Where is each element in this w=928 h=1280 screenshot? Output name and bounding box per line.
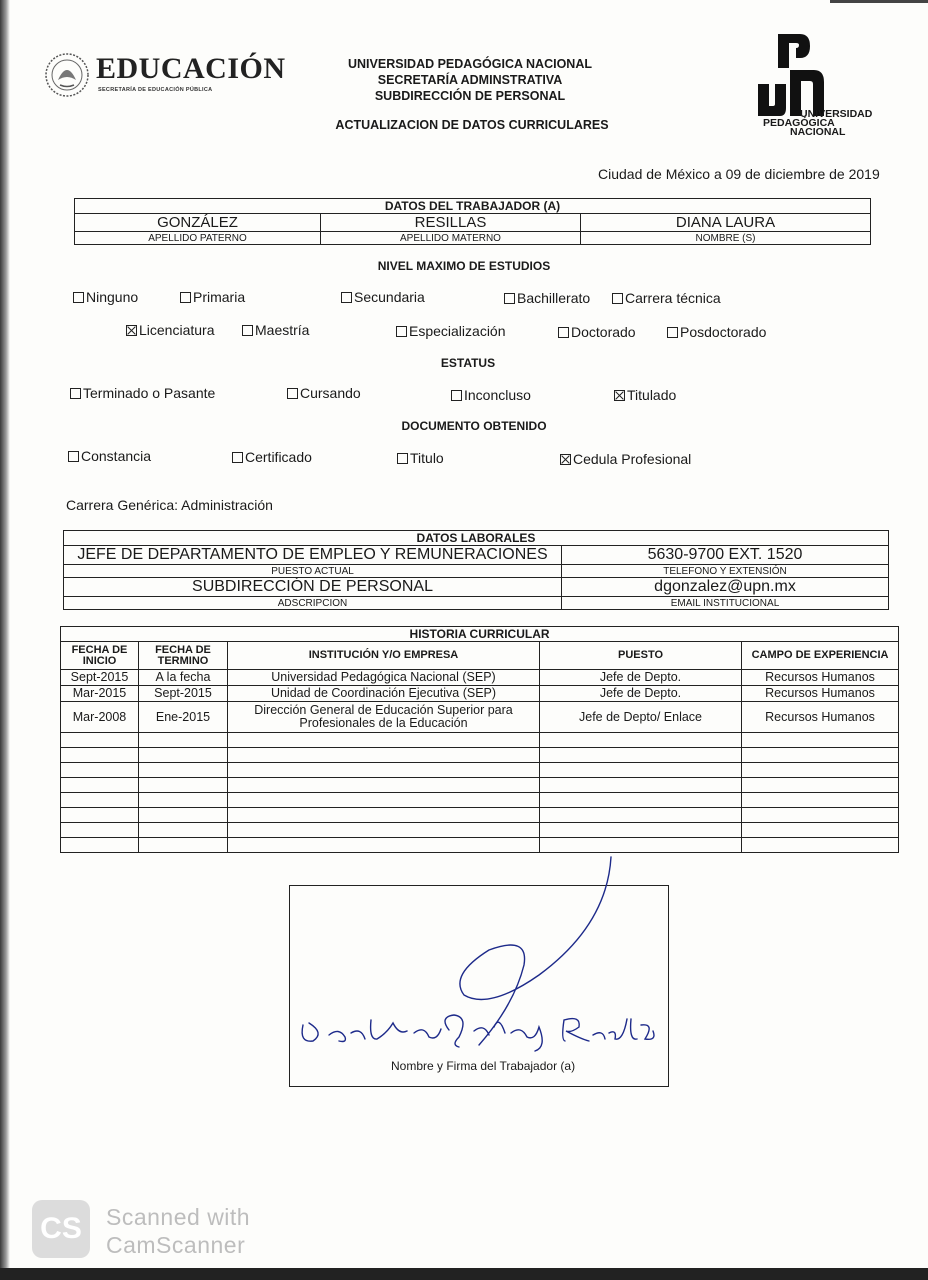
telefono-label: TELEFONO Y EXTENSIÓN	[562, 565, 889, 578]
labor-data-title: DATOS LABORALES	[64, 531, 889, 546]
option-primaria[interactable]	[180, 289, 245, 305]
table-cell: Ene-2015	[139, 702, 228, 733]
adscripcion-value: SUBDIRECCIÓN DE PERSONAL	[64, 578, 562, 597]
checkbox-icon	[242, 325, 253, 336]
apellido-materno-label: APELLIDO MATERNO	[321, 232, 581, 245]
option-label: Cedula Profesional	[573, 451, 692, 467]
form-title: ACTUALIZACION DE DATOS CURRICULARES	[335, 118, 609, 132]
option-label: Posdoctorado	[680, 324, 767, 340]
worker-data-title: DATOS DEL TRABAJADOR (A)	[75, 199, 871, 214]
empty-row	[61, 733, 899, 748]
nombre-label: NOMBRE (S)	[581, 232, 871, 245]
table-cell: Sept-2015	[139, 686, 228, 702]
option-label: Especialización	[409, 323, 506, 339]
checkbox-icon	[612, 293, 623, 304]
option-titulo[interactable]	[397, 450, 444, 466]
option-label: Constancia	[81, 448, 152, 464]
option-bachillerato[interactable]	[504, 290, 590, 306]
checkbox-icon	[68, 451, 79, 462]
telefono-value: 5630-9700 EXT. 1520	[562, 546, 889, 565]
checkbox-icon	[341, 292, 352, 303]
checked-box-icon	[614, 390, 625, 401]
email-value: dgonzalez@upn.mx	[562, 578, 889, 597]
header-university: UNIVERSIDAD PEDAGÓGICA NACIONAL	[348, 57, 592, 71]
table-cell: Recursos Humanos	[742, 686, 899, 702]
checkbox-icon	[504, 293, 515, 304]
option-label: Secundaria	[354, 289, 425, 305]
upn-logo-line2: PEDAGÓGICA	[763, 117, 835, 129]
column-header: CAMPO DE EXPERIENCIA	[742, 642, 899, 670]
column-header: FECHA DE TERMINO	[139, 642, 228, 670]
puesto-value: JEFE DE DEPARTAMENTO DE EMPLEO Y REMUNERACIONES	[64, 546, 562, 565]
camscanner-watermark	[106, 1203, 250, 1259]
signature-caption: Nombre y Firma del Trabajador (a)	[391, 1059, 576, 1073]
option-certificado[interactable]	[232, 449, 312, 465]
option-label: Inconcluso	[464, 387, 531, 403]
column-header: FECHA DE INICIO	[61, 642, 139, 670]
history-title: HISTORIA CURRICULAR	[61, 627, 899, 642]
education-logo-subtitle: SECRETARÍA DE EDUCACIÓN PÚBLICA	[98, 87, 213, 93]
checkbox-icon	[396, 326, 407, 337]
upn-logo-line3: NACIONAL	[790, 126, 846, 138]
table-cell: Recursos Humanos	[742, 702, 899, 733]
empty-row	[61, 778, 899, 793]
option-label: Carrera técnica	[625, 290, 721, 306]
history-table	[60, 626, 899, 853]
header-subdireccion: SUBDIRECCIÓN DE PERSONAL	[374, 89, 566, 103]
table-cell: Dirección General de Educación Superior para Profesionales de la Educación	[228, 702, 540, 733]
option-cursando[interactable]	[287, 385, 361, 401]
option-label: Cursando	[300, 385, 361, 401]
empty-row	[61, 763, 899, 778]
option-label: Titulo	[410, 450, 444, 466]
status-title: ESTATUS	[440, 356, 496, 370]
table-cell: Mar-2008	[61, 702, 139, 733]
checked-box-icon	[126, 325, 137, 336]
option-label: Primaria	[193, 289, 246, 305]
puesto-label: PUESTO ACTUAL	[64, 565, 562, 578]
table-row	[61, 686, 899, 702]
option-titulado[interactable]	[614, 387, 676, 403]
column-header: PUESTO	[540, 642, 742, 670]
worker-data-table	[74, 198, 871, 245]
table-cell: Universidad Pedagógica Nacional (SEP)	[228, 670, 540, 686]
scan-left-edge	[0, 0, 10, 1280]
table-row	[61, 670, 899, 686]
apellido-paterno-label: APELLIDO PATERNO	[75, 232, 321, 245]
option-label: Terminado o Pasante	[83, 385, 216, 401]
option-label: Licenciatura	[139, 322, 215, 338]
apellido-materno-value: RESILLAS	[321, 214, 581, 232]
place-date: Ciudad de México a 09 de diciembre de 2019	[598, 166, 880, 182]
scan-bottom-edge	[0, 1268, 928, 1280]
table-cell: Jefe de Depto/ Enlace	[540, 702, 742, 733]
empty-row	[61, 838, 899, 853]
option-posdoctorado[interactable]	[667, 324, 766, 340]
table-cell: A la fecha	[139, 670, 228, 686]
option-constancia[interactable]	[68, 448, 151, 464]
scan-top-edge	[830, 0, 928, 3]
labor-data-table	[63, 530, 889, 610]
checkbox-icon	[558, 327, 569, 338]
education-logo-word: EDUCACIÓN	[96, 52, 286, 85]
checked-box-icon	[560, 454, 571, 465]
table-cell: Recursos Humanos	[742, 670, 899, 686]
empty-row	[61, 748, 899, 763]
option-label: Bachillerato	[517, 290, 591, 306]
option-maestria[interactable]	[242, 322, 309, 338]
option-licenciatura[interactable]	[126, 322, 215, 338]
watermark-line1: Scanned with	[106, 1204, 251, 1230]
carrera-generica: Carrera Genérica: Administración	[66, 497, 273, 513]
document-title: DOCUMENTO OBTENIDO	[401, 419, 547, 433]
checkbox-icon	[667, 327, 678, 338]
checkbox-icon	[451, 390, 462, 401]
upn-logo-line1: UNIVERSIDAD	[800, 108, 873, 120]
option-label: Certificado	[245, 449, 312, 465]
adscripcion-label: ADSCRIPCION	[64, 597, 562, 610]
checkbox-icon	[73, 292, 84, 303]
table-cell: Jefe de Depto.	[540, 686, 742, 702]
checkbox-icon	[287, 388, 298, 399]
checkbox-icon	[232, 452, 243, 463]
option-inconcluso[interactable]	[451, 387, 531, 403]
table-row	[61, 702, 899, 733]
column-header: INSTITUCIÓN Y/O EMPRESA	[228, 642, 540, 670]
nombre-value: DIANA LAURA	[581, 214, 871, 232]
empty-row	[61, 823, 899, 838]
option-cedula[interactable]	[560, 451, 691, 467]
watermark-line2: CamScanner	[106, 1232, 246, 1258]
option-label: Ninguno	[86, 289, 139, 305]
option-especializacion[interactable]	[396, 323, 506, 339]
empty-row	[61, 808, 899, 823]
option-label: Maestría	[255, 322, 310, 338]
checkbox-icon	[397, 453, 408, 464]
table-cell: Mar-2015	[61, 686, 139, 702]
mexico-seal-icon	[44, 50, 90, 100]
email-label: EMAIL INSTITUCIONAL	[562, 597, 889, 610]
option-carrera-tecnica[interactable]	[612, 290, 721, 306]
handwritten-signature	[289, 855, 669, 1085]
apellido-paterno-value: GONZÁLEZ	[75, 214, 321, 232]
header-secretaria: SECRETARÍA ADMINSTRATIVA	[377, 73, 563, 87]
option-ninguno[interactable]	[73, 289, 138, 305]
empty-row	[61, 793, 899, 808]
table-cell: Unidad de Coordinación Ejecutiva (SEP)	[228, 686, 540, 702]
option-label: Doctorado	[571, 324, 636, 340]
checkbox-icon	[180, 292, 191, 303]
studies-title: NIVEL MAXIMO DE ESTUDIOS	[377, 259, 551, 273]
checkbox-icon	[70, 388, 81, 399]
camscanner-logo-icon: CS	[32, 1200, 90, 1258]
table-cell: Sept-2015	[61, 670, 139, 686]
option-secundaria[interactable]	[341, 289, 425, 305]
option-terminado[interactable]	[70, 385, 215, 401]
option-doctorado[interactable]	[558, 324, 636, 340]
table-cell: Jefe de Depto.	[540, 670, 742, 686]
option-label: Titulado	[627, 387, 677, 403]
